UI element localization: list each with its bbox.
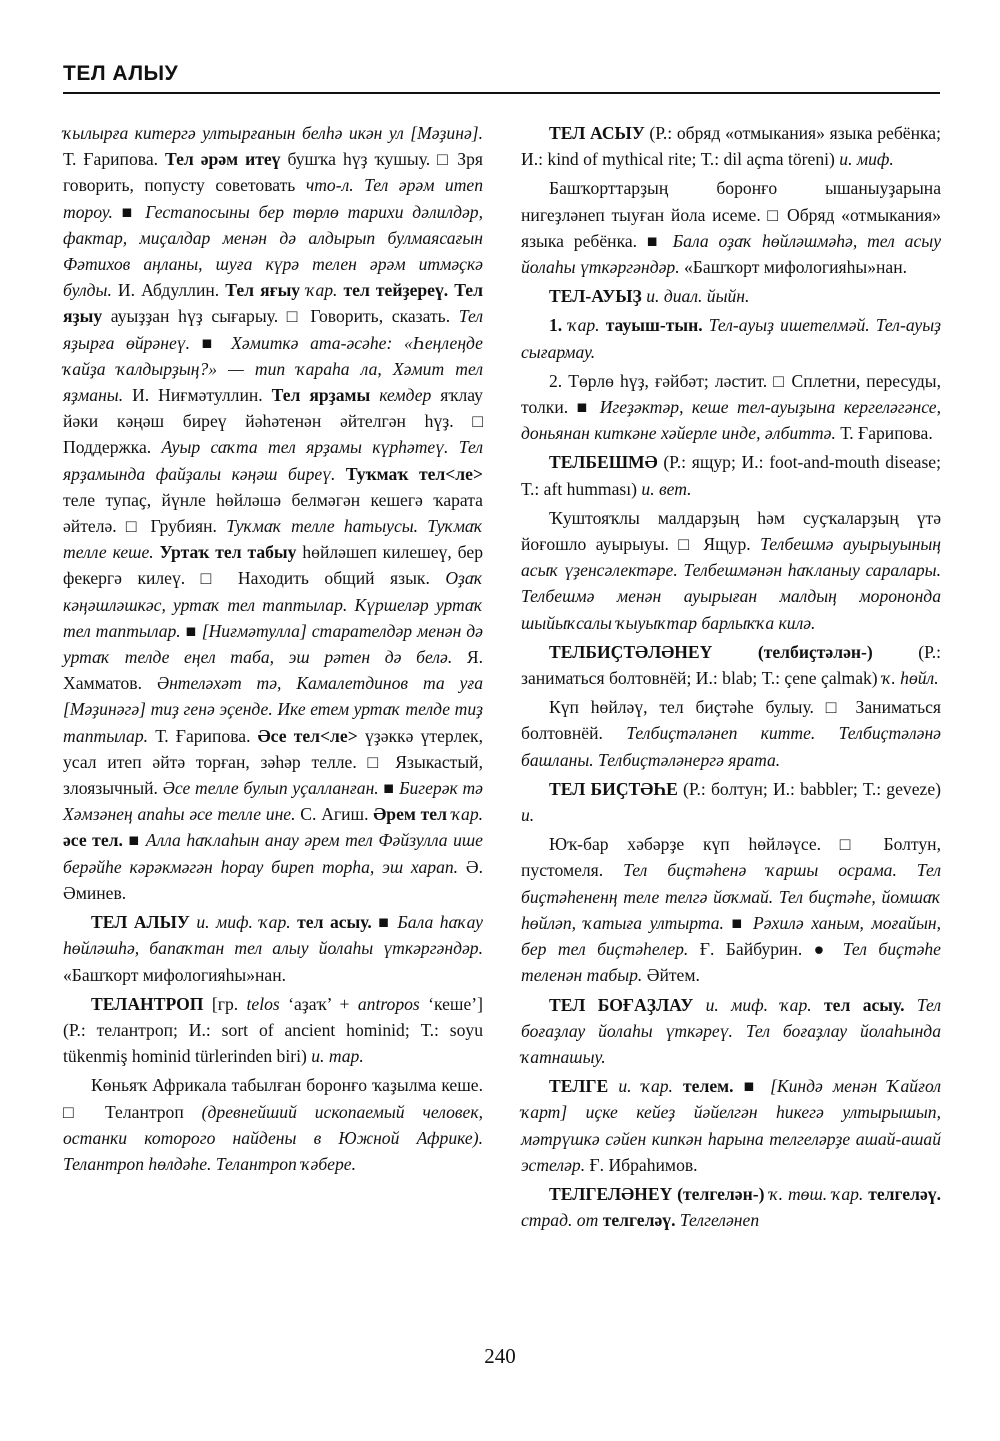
text-run: Ғ. Ибраһимов. — [585, 1154, 698, 1175]
text-run: тел асыу. — [290, 912, 372, 933]
text-run: Тел биҫтәһе теленән табыр. — [521, 939, 941, 986]
text-run: кемдер — [370, 385, 432, 406]
text-run: и. миф. ҡар. — [693, 994, 812, 1015]
text-run: Телгеләнеп — [675, 1210, 760, 1231]
text-run: әсе тел. — [63, 830, 123, 851]
text-run: И. Абдуллин. — [111, 280, 226, 301]
text-run: ТЕЛ-АУЫҘ — [549, 286, 642, 307]
text-run: Бала оҙаҡ һөйләшмәһә, тел асыу йолаһы үткәргәндәр. — [521, 230, 941, 278]
dictionary-paragraph — [521, 368, 941, 447]
text-run: ‘кеше’] (Р.: телантроп; И.: sort of ancient hominid; Т.: soyu tükenmiş hominid türlerinden biri) — [63, 993, 484, 1067]
text-run: (Р.: болтун; И.: babbler; Т.: geveze) — [677, 778, 941, 799]
dictionary-paragraph — [521, 694, 941, 773]
text-run: Күп һөйләү, тел биҫтәһе булыу. □ Заниматься болтовнёй. — [521, 697, 941, 744]
text-run: (древнейший ископаемый человек, останки которого найдены в Южной Африке). Телантроп һөлдәһе. Телантроп ҡәбере. — [63, 1101, 483, 1174]
text-run: ■ — [378, 778, 400, 799]
text-run: ҡ. һөйл. — [877, 668, 939, 689]
text-run: һөйләшеп килешеү, бер фекергә килеү. □ Находить общий язык. — [63, 542, 483, 589]
text-run: Тел-ауыҙ ишетелмәй. Тел-ауыҙ сығармау. — [521, 315, 941, 362]
text-run: ауыҙҙан һүҙ сығарыу. □ Говорить, сказать. — [102, 306, 459, 327]
text-run: что-л. Тел әрәм итеп тороу. — [63, 175, 484, 222]
text-run: 2. Төрлө һүҙ, ғәйбәт; ләстит. □ Сплетни, пересуды, толки. ■ — [521, 370, 941, 418]
text-run: Бала һаҡау һөйләшһә, бапаҡтан тел алыу йолаһы үткәргәндәр. — [63, 912, 483, 959]
dictionary-paragraph — [63, 991, 483, 1070]
text-run: и. — [521, 805, 535, 826]
right-column — [521, 120, 941, 1233]
dictionary-paragraph — [521, 312, 941, 364]
text-run: ТЕЛАНТРОП — [91, 993, 204, 1014]
text-run: [Киндә менән Ҡайғол ҡарт] иҫке кейеҙ йәйелгән һикегә ултырышып, мәтрүшкә сәйен кипкән һарына телгеләрҙе ашай-ашай эстеләр. — [521, 1076, 941, 1175]
text-run: Тел яғыу — [225, 280, 301, 301]
text-run: телем. — [672, 1076, 734, 1097]
text-run: ТЕЛГЕЛӘНЕҮ (телгелән-) — [549, 1183, 765, 1204]
text-run: и. ҡар. — [608, 1076, 673, 1097]
text-run: Тел биҫтәһенә ҡаршы осрама. Тел биҫтәһененң теле телгә йоҡмай. Тел биҫтәһе, йомшаҡ һөйләп, ҡатыға ултырта. — [521, 860, 941, 933]
text-run: Тел боғаҙлау йолаһы үткәреү. Тел боғаҙлау йолаһында ҡатнашыу. — [521, 994, 942, 1067]
dictionary-paragraph — [63, 1072, 483, 1177]
text-run: ТЕЛ БИҪТӘҺЕ — [549, 778, 678, 799]
text-run: Башҡорттарҙың боронғо ышаныуҙарына нигеҙләнеп тыуған йола исеме. □ Обряд «отмыкания» языка ребёнка. ■ — [521, 178, 941, 251]
text-run: Ҡуштояҡлы малдарҙың һәм суҫҡаларҙың үтә йоғошло ауырыуы. □ Ящур. — [521, 507, 941, 555]
text-run: «Башҡорт мифологияһы»нан. — [63, 964, 287, 985]
text-run: телгеләү. — [863, 1183, 941, 1204]
text-run: Гестапосыны бер төрлө тарихи дәлилдәр, фактар, миҫалдар менән дә алдырып булмаясағын Фәтихов аңланы, шуға күрә телен әрәм итмәҫкә булды. — [63, 201, 483, 301]
dictionary-paragraph — [521, 831, 941, 988]
text-run: Бигерәк тә Хәмзәнең апаһы әсе телле ине. — [63, 778, 483, 825]
text-run: ҡ. төш. ҡар. — [764, 1183, 864, 1204]
text-run: Тел яҙырға өйрәнеү. — [63, 306, 483, 353]
text-run: ТЕЛГЕ — [549, 1076, 609, 1097]
text-run: ■ — [371, 912, 398, 933]
text-run: и. диал. йыйн. — [641, 286, 750, 307]
text-run: Алла һаҡлаһын анау әрем тел Фәйзулла ише берәйһе кәрәкмәгән һорау биреп торһа, эш харап. — [63, 830, 483, 877]
dictionary-paragraph — [521, 1181, 941, 1233]
text-run: ҡар. — [300, 280, 338, 301]
text-run: ■ — [180, 620, 202, 641]
text-run: ҡар. — [446, 804, 484, 825]
text-run: и. тар. — [306, 1046, 364, 1067]
text-run: ■ — [122, 830, 146, 851]
text-run: яҡлау йәки кәңәш биреү йәһәтенән әйтелгән һүҙ. □ Поддержка. — [63, 385, 483, 458]
text-run: ‘аҙаҡ’ + — [279, 993, 358, 1014]
text-run: Оҙаҡ кәңәшләшкәс, уртаҡ тел таптылар. Күршеләр уртаҡ тел таптылар. — [63, 568, 483, 641]
text-run: и. вет. — [637, 478, 692, 499]
text-run: ҡар. — [562, 315, 600, 336]
text-run: Әнтеләхәт тә, Камалетдинов та уға [Мәҙинәгә] тиҙ генә эҫенде. Ике етем уртаҡ телде тиҙ таптылар. — [63, 673, 483, 746]
dictionary-paragraph — [521, 776, 941, 828]
text-run: Т. Ғарипова. — [63, 149, 166, 170]
text-run: ■ — [112, 201, 146, 222]
dictionary-paragraph — [63, 909, 483, 988]
text-run: «Башҡорт мифологияһы»нан. — [679, 257, 908, 278]
running-header — [63, 60, 940, 94]
text-run: Көньяҡ Африкала табылған боронғо ҡаҙылма кеше. □ Телантроп — [63, 1075, 483, 1122]
text-run: Әрем тел — [373, 804, 447, 825]
text-run: Әсе телле булып уҫалланған. — [162, 778, 379, 799]
text-run: И. Ниғмәтуллин. — [123, 385, 272, 406]
text-run: ТЕЛ БОҒАҘЛАУ — [549, 994, 694, 1015]
text-run: [Ниғмәтулла] старателдәр менән дә уртаҡ телде еңел таба, эш рәтен дә белә. — [63, 620, 483, 668]
text-run: Ғ. Байбурин. ● — [688, 939, 843, 960]
text-run: Телбешмә ауырыуының асыҡ үҙенсәлектәре. Телбешмәнән һаҡланыу саралары. Телбешмә менән ауырыған малдың морононда шыйыҡсалы ҡыуыҡтар барлыҡҡа килә. — [521, 534, 941, 633]
dictionary-paragraph — [521, 449, 941, 501]
text-run: ТЕЛБИҪТӘЛӘНЕҮ (телбиҫтәлән-) — [549, 641, 873, 662]
text-run: Туҡмаҡ тел<ле> — [335, 463, 483, 484]
text-run: ■ — [733, 1076, 771, 1097]
dictionary-paragraph — [521, 1073, 941, 1178]
dictionary-paragraph — [521, 283, 941, 309]
text-run: Ә. Әминев. — [63, 856, 483, 903]
dictionary-paragraph — [521, 992, 941, 1071]
text-run: Әйтем. — [642, 965, 700, 986]
text-run: телгеләү. — [598, 1210, 676, 1231]
text-run: Әсе тел<ле> — [257, 725, 358, 746]
text-run: теле тупаҫ, йүнле һөйләшә белмәгән кешегә ҡарата әйтелә. □ Грубиян. — [63, 489, 483, 537]
text-run: Я. Хамматов. — [63, 647, 483, 694]
text-run: и. миф. ҡар. — [189, 912, 291, 933]
text-run: telos — [246, 993, 280, 1014]
text-run: страд. от — [521, 1210, 599, 1231]
text-run: 1. — [549, 315, 563, 336]
text-run: Рәхилә ханым, моғайын, бер тел биҫтәһелер. — [521, 912, 941, 960]
text-run: Туҡмаҡ телле һатыусы. Туҡмаҡ телле кеше. — [63, 516, 484, 563]
text-run: Телбиҫтәләнеп китте. Телбиҫтәләнә башланы. Телбиҫтәләнергә ярата. — [521, 723, 941, 770]
text-run: Игеҙәктәр, кеше тел-ауыҙына кергеләгәнсе, доньянан киткәне хәйерле инде, әлбиттә. — [521, 397, 941, 444]
text-run: и. миф. — [834, 149, 894, 170]
dictionary-paragraph — [521, 505, 941, 636]
text-run: (Р.: ящур; И.: foot-and-mouth disease; Т.: aft humması) — [521, 452, 941, 499]
text-run: Хәмиткә ата-әсәһе: «Һеңлеңде ҡайҙа ҡалдырҙың?» — тип ҡараһа ла, Хәмит тел яҙманы. — [63, 332, 483, 406]
text-run: ■ — [723, 912, 753, 933]
dictionary-paragraph — [521, 120, 941, 172]
text-run: Тел әрәм итеү — [165, 149, 281, 170]
text-run: ТЕЛ АЛЫУ — [91, 912, 190, 933]
text-run: тел тейҙереү. Тел яҙыу — [63, 280, 483, 327]
dictionary-paragraph — [521, 175, 941, 280]
text-run: [гр. — [203, 993, 247, 1014]
text-run: ҡылырға китергә ултырғанын белһә икән ул [Мәҙинә]. — [63, 123, 483, 143]
text-run: үҙәккә үтерлек, усал итеп әйтә торған, зәһәр телле. □ Языкастый, злоязычный. — [63, 725, 483, 799]
text-run: Т. Ғарипова. — [148, 725, 258, 746]
text-run: Уртаҡ тел табыу — [153, 542, 297, 563]
page-number: 240 — [484, 1344, 516, 1368]
text-run: бушҡа һүҙ ҡушыу. □ Зря говорить, попусту советовать — [63, 149, 483, 196]
text-run: ТЕЛБЕШМӘ — [549, 452, 658, 473]
text-run: Юҡ-бар хәбәрҙе күп һөйләүсе. □ Болтун, пустомеля. — [521, 834, 941, 881]
text-run: тел асыу. — [811, 994, 905, 1015]
dictionary-paragraph — [63, 120, 483, 906]
left-column — [63, 120, 483, 1177]
dictionary-paragraph — [521, 639, 941, 691]
text-run: Т. Ғарипова. — [835, 423, 933, 444]
text-run: Ауыр саҡта тел ярҙамы күрһәтеү. Тел ярҙамында файҙалы кәңәш биреү. — [63, 437, 483, 484]
text-run: Тел ярҙамы — [271, 385, 371, 406]
text-run: (Р.: заниматься болтовнёй; И.: blab; Т.: çene çalmak) — [521, 641, 941, 689]
text-run: тауыш-тын. — [599, 315, 703, 336]
text-run: С. Агиш. — [295, 804, 374, 825]
text-run: antropos — [357, 993, 420, 1014]
text-run: (Р.: обряд «отмыкания» языка ребёнка; И.: kind of mythical rite; Т.: dil açma töreni) — [521, 123, 941, 170]
header-title: ТЕЛ АЛЫУ — [63, 62, 179, 85]
text-run: ■ — [189, 332, 232, 353]
text-run: ТЕЛ АСЫУ — [549, 123, 645, 143]
